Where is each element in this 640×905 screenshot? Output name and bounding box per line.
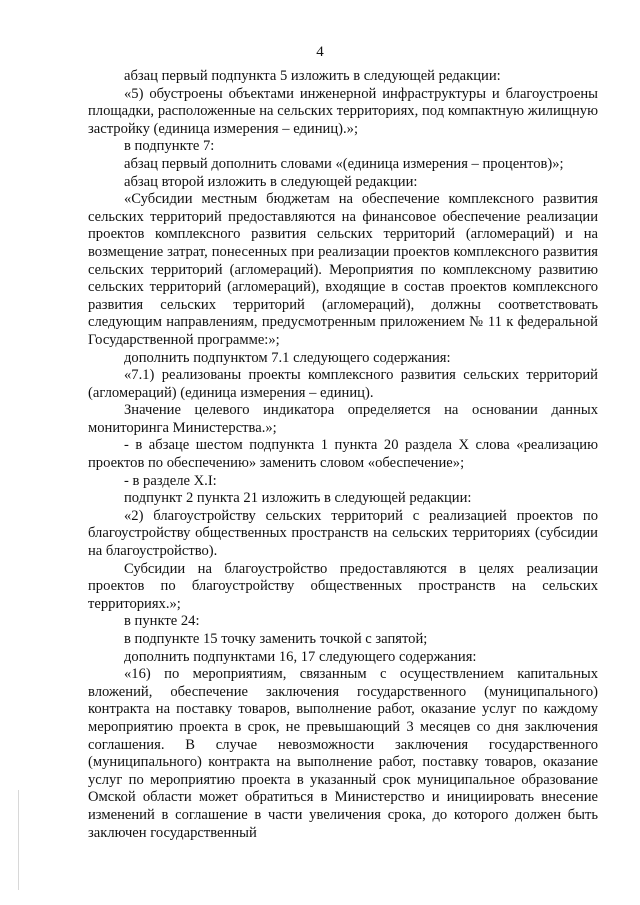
- paragraph: Значение целевого индикатора определяется на основании данных мониторинга Министерства.»;: [88, 402, 598, 436]
- paragraph: подпункт 2 пункта 21 изложить в следующей редакции:: [124, 490, 472, 507]
- paragraph: абзац первый дополнить словами «(единица измерения – процентов)»;: [124, 155, 564, 172]
- paragraph: дополнить подпунктами 16, 17 следующего содержания:: [124, 648, 477, 665]
- paragraph: Субсидии на благоустройство предоставляются в целях реализации проектов по благоустройству общественных пространств на сельских территориях.»;: [88, 560, 598, 612]
- paragraph: «7.1) реализованы проекты комплексного развития сельских территорий (агломераций) (единица измерения – единиц).: [88, 367, 598, 401]
- document-body: [88, 68, 598, 842]
- paragraph: «2) благоустройству сельских территорий с реализацией проектов по благоустройству общественных пространств на сельских территориях (субсидии на благоустройство).: [88, 507, 598, 560]
- paragraph: - в абзаце шестом подпункта 1 пункта 20 раздела X слова «реализацию проектов по обеспечению» заменить словом «обеспечение»;: [88, 437, 598, 472]
- paragraph: в подпункте 15 точку заменить точкой с запятой;: [124, 631, 428, 647]
- scan-margin-line: [18, 790, 19, 890]
- paragraph: абзац второй изложить в следующей редакции:: [124, 173, 418, 190]
- page-number: 4: [316, 44, 324, 60]
- paragraph: «16) по мероприятиям, связанным с осуществлением капитальных вложений, обеспечение заключения государственного (муниципального) контракта на поставку товаров, выполнение работ, оказание услуг по каждому мероприятию проекта в срок, не превышающий 3 месяцев со дня заключения соглашения. В случае невозможности заключения государственного (муниципального) контракта на выполнение работ, поставку товаров, оказание услуг по мероприятию проекта в указанный срок муниципальное образование Омской области может обратиться в Министерство и инициировать внесение изменений в соглашение в части увеличения срока, до которого должен быть заключен государственный: [88, 666, 598, 841]
- paragraph: абзац первый подпункта 5 изложить в следующей редакции:: [124, 68, 501, 84]
- paragraph: - в разделе X.I:: [124, 472, 217, 489]
- paragraph: «5) обустроены объектами инженерной инфраструктуры и благоустроены площадки, расположенные на сельских территориях, под компактную жилищную застройку (единица измерения – единиц).»;: [88, 85, 598, 137]
- paragraph: «Субсидии местным бюджетам на обеспечение комплексного развития сельских территорий предоставляются на финансовое обеспечение реализации проектов комплексного развития сельских территорий (агломераций) и на возмещение затрат, понесенных при реализации проектов комплексного развития сельских территорий (агломераций). Мероприятия по комплексному развитию сельских территорий (агломераций), входящие в состав проектов комплексного развития сельских территорий (агломераций), должны соответствовать следующим направлениям, предусмотренным приложением № 11 к федеральной Государственной программе:»;: [88, 191, 598, 348]
- paragraph: в пункте 24:: [124, 613, 200, 630]
- paragraph: в подпункте 7:: [124, 138, 215, 155]
- paragraph: дополнить подпунктом 7.1 следующего содержания:: [124, 349, 451, 366]
